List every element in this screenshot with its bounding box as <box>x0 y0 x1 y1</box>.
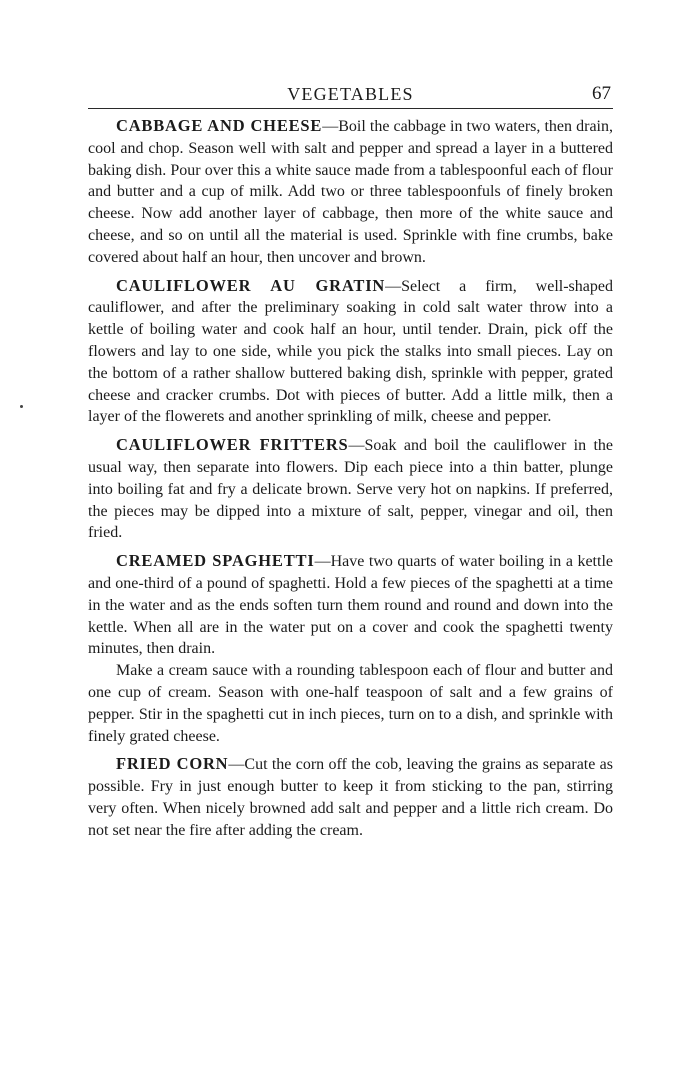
recipe-text: —Cut the corn off the cob, leaving the grains as separate as possible. Fry in just enough butter to keep it from sticking to the pan, stirring very often. When nicely browned add salt and pepper and a little rich cream. Do not set near the fire after adding the cream. <box>88 756 613 839</box>
recipe-creamed-spaghetti <box>88 550 613 660</box>
running-title: VEGETABLES <box>287 84 414 104</box>
recipe-creamed-spaghetti-sauce: Make a cream sauce with a rounding tablespoon each of flour and butter and one cup of cream. Season with one-half teaspoon of salt and a few grains of pepper. Stir in the spaghetti cut in inch pieces, turn on to a dish, and sprinkle with finely grated cheese. <box>88 662 613 745</box>
recipe-title: FRIED CORN <box>116 754 229 774</box>
running-head <box>88 82 613 108</box>
recipe-text: —Soak and boil the cauliflower in the usual way, then separate into flowers. Dip each piece into a thin batter, plunge into boiling fat and fry a delicate brown. Serve very hot on napkins. If preferred, the pieces may be dipped into a mixture of salt, pepper, vinegar and oil, then fried. <box>88 437 613 542</box>
recipe-text: —Boil the cabbage in two waters, then drain, cool and chop. Season well with salt and pepper and spread a layer in a buttered baking dish. Pour over this a white sauce made from a tablespoonful each of flour and butter and a cup of milk. Add two or three tablespoonfuls of finely broken cheese. Now add another layer of cabbage, then more of the white sauce and cheese, and so on until all the material is used. Sprinkle with fine crumbs, bake covered about half an hour, then uncover and brown. <box>88 118 614 266</box>
recipe-text: —Have two quarts of water boiling in a kettle and one-third of a pound of spaghetti. Hold a few pieces of the spaghetti at a time in the water and as the ends soften turn them round and round and down into the kettle. When all are in the water put on a cover and cook the spaghetti twenty minutes, then drain. <box>88 553 613 658</box>
margin-speck <box>20 405 23 408</box>
header-rule <box>88 108 613 109</box>
recipe-cauliflower-fritters <box>88 434 613 544</box>
recipe-fried-corn <box>88 753 613 841</box>
recipe-text: —Select a firm, well-shaped cauliflower, and after the preliminary soaking in cold salt water throw into a kettle of boiling water and cook half an hour, until tender. Drain, pick off the flowers and lay to one side, while you pick the stalks into small pieces. Lay on the bottom of a rather shallow buttered baking dish, sprinkle with pepper, grated cheese and cracker crumbs. Dot with pieces of butter. Add a little milk, then a layer of the flowerets and another sprinkling of milk, cheese and pepper. <box>88 277 613 426</box>
recipe-title: CABBAGE AND CHEESE <box>116 116 323 135</box>
page-number: 67 <box>592 83 611 104</box>
book-page <box>88 82 613 842</box>
recipe-title: CAULIFLOWER FRITTERS <box>116 435 349 455</box>
recipe-cauliflower-au-gratin <box>88 275 613 429</box>
recipe-title: CAULIFLOWER AU GRATIN <box>116 275 386 295</box>
recipe-title: CREAMED SPAGHETTI <box>116 551 315 571</box>
recipe-cabbage-and-cheese <box>88 115 613 269</box>
